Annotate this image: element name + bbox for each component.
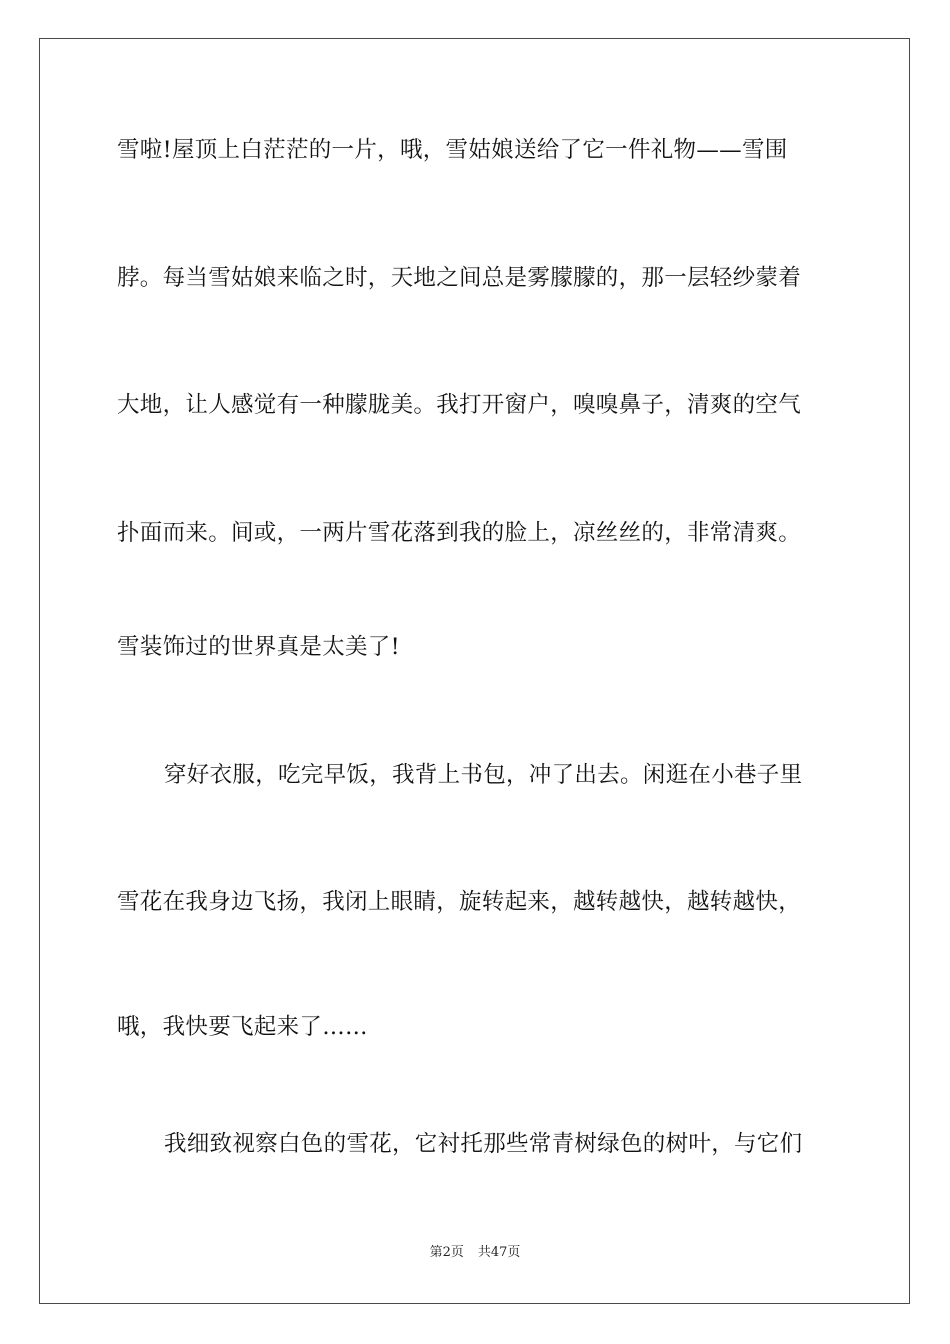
- page-footer: [0, 1244, 950, 1262]
- text-line-1: 雪啦!屋顶上白茫茫的一片，哦，雪姑娘送给了它一件礼物——雪围: [117, 137, 788, 163]
- page-number: 第2页: [429, 1245, 464, 1260]
- text-line-2: 脖。每当雪姑娘来临之时，天地之间总是雾朦朦的，那一层轻纱蒙着: [117, 265, 802, 291]
- page-border: [39, 38, 910, 1304]
- text-line-9: 我细致视察白色的雪花，它衬托那些常青树绿色的树叶，与它们: [164, 1131, 803, 1157]
- total-pages: 共47页: [477, 1245, 521, 1260]
- text-line-5: 雪装饰过的世界真是太美了!: [117, 634, 400, 660]
- text-line-3: 大地，让人感觉有一种朦胧美。我打开窗户，嗅嗅鼻子，清爽的空气: [117, 392, 802, 418]
- text-line-7: 雪花在我身边飞扬，我闭上眼睛，旋转起来，越转越快，越转越快，: [117, 889, 802, 915]
- text-line-4: 扑面而来。间或，一两片雪花落到我的脸上，凉丝丝的，非常清爽。: [117, 520, 802, 546]
- text-line-6: 穿好衣服，吃完早饭，我背上书包，冲了出去。闲逛在小巷子里: [164, 762, 803, 788]
- text-line-8: 哦，我快要飞起来了……: [117, 1014, 368, 1040]
